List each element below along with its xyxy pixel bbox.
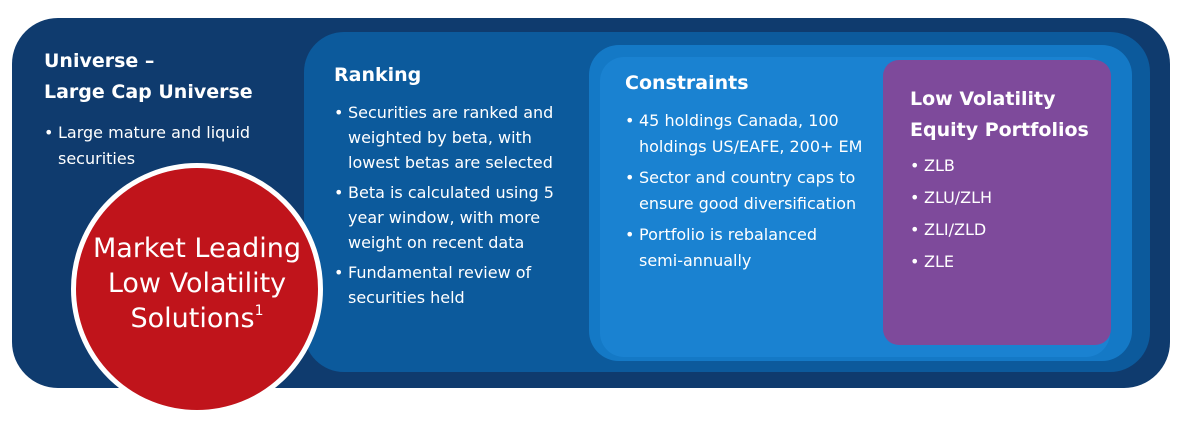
ranking-bullets xyxy=(334,100,562,315)
portfolios-title-line1: Low Volatility xyxy=(910,88,1056,110)
ranking-bullet: • Fundamental review of securities held xyxy=(334,260,562,310)
ranking-title: Ranking xyxy=(334,64,422,86)
badge-footnote: 1 xyxy=(254,302,264,319)
portfolios-title-line2: Equity Portfolios xyxy=(910,119,1089,141)
badge-line3-text: Solutions xyxy=(130,302,255,334)
constraints-title: Constraints xyxy=(625,72,749,94)
badge-line2: Low Volatility xyxy=(107,267,287,299)
constraints-bullet: • Portfolio is rebalanced semi-annually xyxy=(625,222,865,274)
ranking-bullet: • Beta is calculated using 5 year window, with more weight on recent data xyxy=(334,180,562,255)
badge-line1: Market Leading xyxy=(92,232,301,264)
universe-title xyxy=(44,46,284,108)
universe-bullet: • Large mature and liquid securities xyxy=(44,120,264,172)
universe-title-line2: Large Cap Universe xyxy=(44,81,253,103)
constraints-bullet: • 45 holdings Canada, 100 holdings US/EAFE, 200+ EM xyxy=(625,108,865,160)
portfolio-item: • ZLI/ZLD xyxy=(910,218,1090,242)
ranking-bullet: • Securities are ranked and weighted by beta, with lowest betas are selected xyxy=(334,100,562,175)
portfolio-item: • ZLE xyxy=(910,250,1090,274)
portfolios-bullets xyxy=(910,154,1090,282)
constraints-bullet: • Sector and country caps to ensure good diversification xyxy=(625,165,865,217)
badge-line3 xyxy=(92,301,302,336)
portfolio-item: • ZLU/ZLH xyxy=(910,186,1090,210)
portfolios-title xyxy=(910,84,1100,146)
constraints-bullets xyxy=(625,108,865,279)
portfolio-item: • ZLB xyxy=(910,154,1090,178)
market-leading-badge xyxy=(71,163,323,415)
universe-title-line1: Universe – xyxy=(44,50,155,72)
badge-text xyxy=(92,231,302,336)
